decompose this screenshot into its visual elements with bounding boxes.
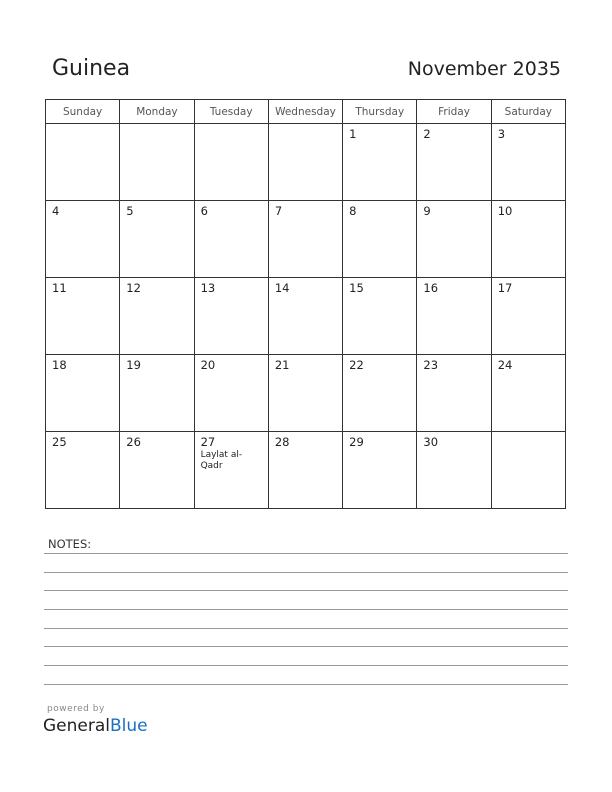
- week-row-3: [46, 278, 566, 355]
- day-cell: [343, 201, 417, 278]
- day-number: 16: [423, 281, 439, 295]
- day-cell: [491, 278, 565, 355]
- weekday-friday: Friday: [417, 100, 491, 124]
- day-cell: [194, 432, 268, 509]
- weekday-thursday: Thursday: [343, 100, 417, 124]
- day-cell: [491, 432, 565, 509]
- note-line: [44, 609, 568, 610]
- brand-blue: Blue: [110, 716, 148, 736]
- note-line: [44, 684, 568, 685]
- day-cell: [120, 355, 194, 432]
- day-cell: [268, 201, 342, 278]
- notes-label: NOTES:: [48, 537, 92, 551]
- day-cell: [194, 278, 268, 355]
- weekday-wednesday: Wednesday: [268, 100, 342, 124]
- day-cell: [343, 432, 417, 509]
- week-row-2: [46, 201, 566, 278]
- day-number: 5: [126, 204, 134, 218]
- day-number: 29: [349, 435, 364, 449]
- day-number: 7: [274, 204, 283, 218]
- day-number: 28: [274, 435, 290, 449]
- day-number: 1: [349, 127, 357, 141]
- note-line: [44, 628, 568, 629]
- day-number: 10: [497, 204, 513, 218]
- day-number: 3: [497, 127, 506, 141]
- day-cell: [120, 278, 194, 355]
- day-cell: [268, 432, 342, 509]
- day-number: 25: [52, 435, 67, 449]
- weekday-sunday: Sunday: [46, 100, 120, 124]
- day-cell: [491, 355, 565, 432]
- day-number: 30: [423, 435, 439, 449]
- day-cell: [417, 278, 491, 355]
- day-cell: [417, 355, 491, 432]
- week-row-1: [46, 124, 566, 201]
- holiday-label: Laylat al-Qadr: [200, 450, 243, 471]
- day-number: 20: [200, 358, 216, 372]
- day-number: [269, 124, 342, 127]
- day-number: 22: [349, 358, 364, 372]
- day-cell: [268, 278, 342, 355]
- day-cell: [194, 124, 268, 201]
- day-cell: [194, 201, 268, 278]
- day-number: 23: [423, 358, 439, 372]
- generalblue-logo: [43, 716, 148, 736]
- day-number: 14: [274, 281, 290, 295]
- day-number: 11: [52, 281, 67, 295]
- day-number: 21: [274, 358, 290, 372]
- day-number: 24: [497, 358, 513, 372]
- weekday-monday: Monday: [120, 100, 194, 124]
- note-line: [44, 646, 568, 647]
- note-line: [44, 572, 568, 573]
- day-number: 6: [200, 204, 208, 218]
- day-number: 2: [423, 127, 431, 141]
- day-number: 4: [52, 204, 60, 218]
- weekday-saturday: Saturday: [491, 100, 565, 124]
- day-cell: [46, 278, 120, 355]
- country-title: Guinea: [52, 56, 131, 81]
- day-cell: [46, 432, 120, 509]
- month-year-title: November 2035: [407, 58, 561, 80]
- day-number: 17: [497, 281, 513, 295]
- day-cell: [46, 201, 120, 278]
- day-cell: [343, 278, 417, 355]
- day-cell: [120, 201, 194, 278]
- note-line: [44, 590, 568, 591]
- weekday-tuesday: Tuesday: [194, 100, 268, 124]
- day-cell: [417, 432, 491, 509]
- day-number: [46, 124, 119, 127]
- day-cell: [417, 124, 491, 201]
- day-cell: [120, 124, 194, 201]
- day-cell: [491, 201, 565, 278]
- day-number: 15: [349, 281, 364, 295]
- day-cell: [343, 355, 417, 432]
- day-cell: [491, 124, 565, 201]
- day-number: 19: [126, 358, 141, 372]
- note-line: [44, 553, 568, 554]
- day-cell: [268, 355, 342, 432]
- day-cell: [194, 355, 268, 432]
- brand-general: General: [43, 716, 110, 736]
- day-cell: [417, 201, 491, 278]
- note-line: [44, 665, 568, 666]
- day-cell: [46, 355, 120, 432]
- day-number: 27: [200, 435, 216, 449]
- weekday-header-row: [46, 100, 566, 124]
- day-number: 18: [52, 358, 67, 372]
- day-number: 26: [126, 435, 141, 449]
- day-number: 8: [349, 204, 357, 218]
- week-row-5: [46, 432, 566, 509]
- day-number: 12: [126, 281, 141, 295]
- day-cell: [268, 124, 342, 201]
- day-number: [492, 432, 565, 435]
- calendar-grid: [45, 99, 566, 509]
- powered-by-text: powered by: [47, 704, 105, 714]
- day-number: [120, 124, 193, 127]
- day-number: 13: [200, 281, 216, 295]
- day-cell: [120, 432, 194, 509]
- day-cell: [343, 124, 417, 201]
- day-cell: [46, 124, 120, 201]
- week-row-4: [46, 355, 566, 432]
- day-number: [195, 124, 268, 127]
- day-number: 9: [423, 204, 431, 218]
